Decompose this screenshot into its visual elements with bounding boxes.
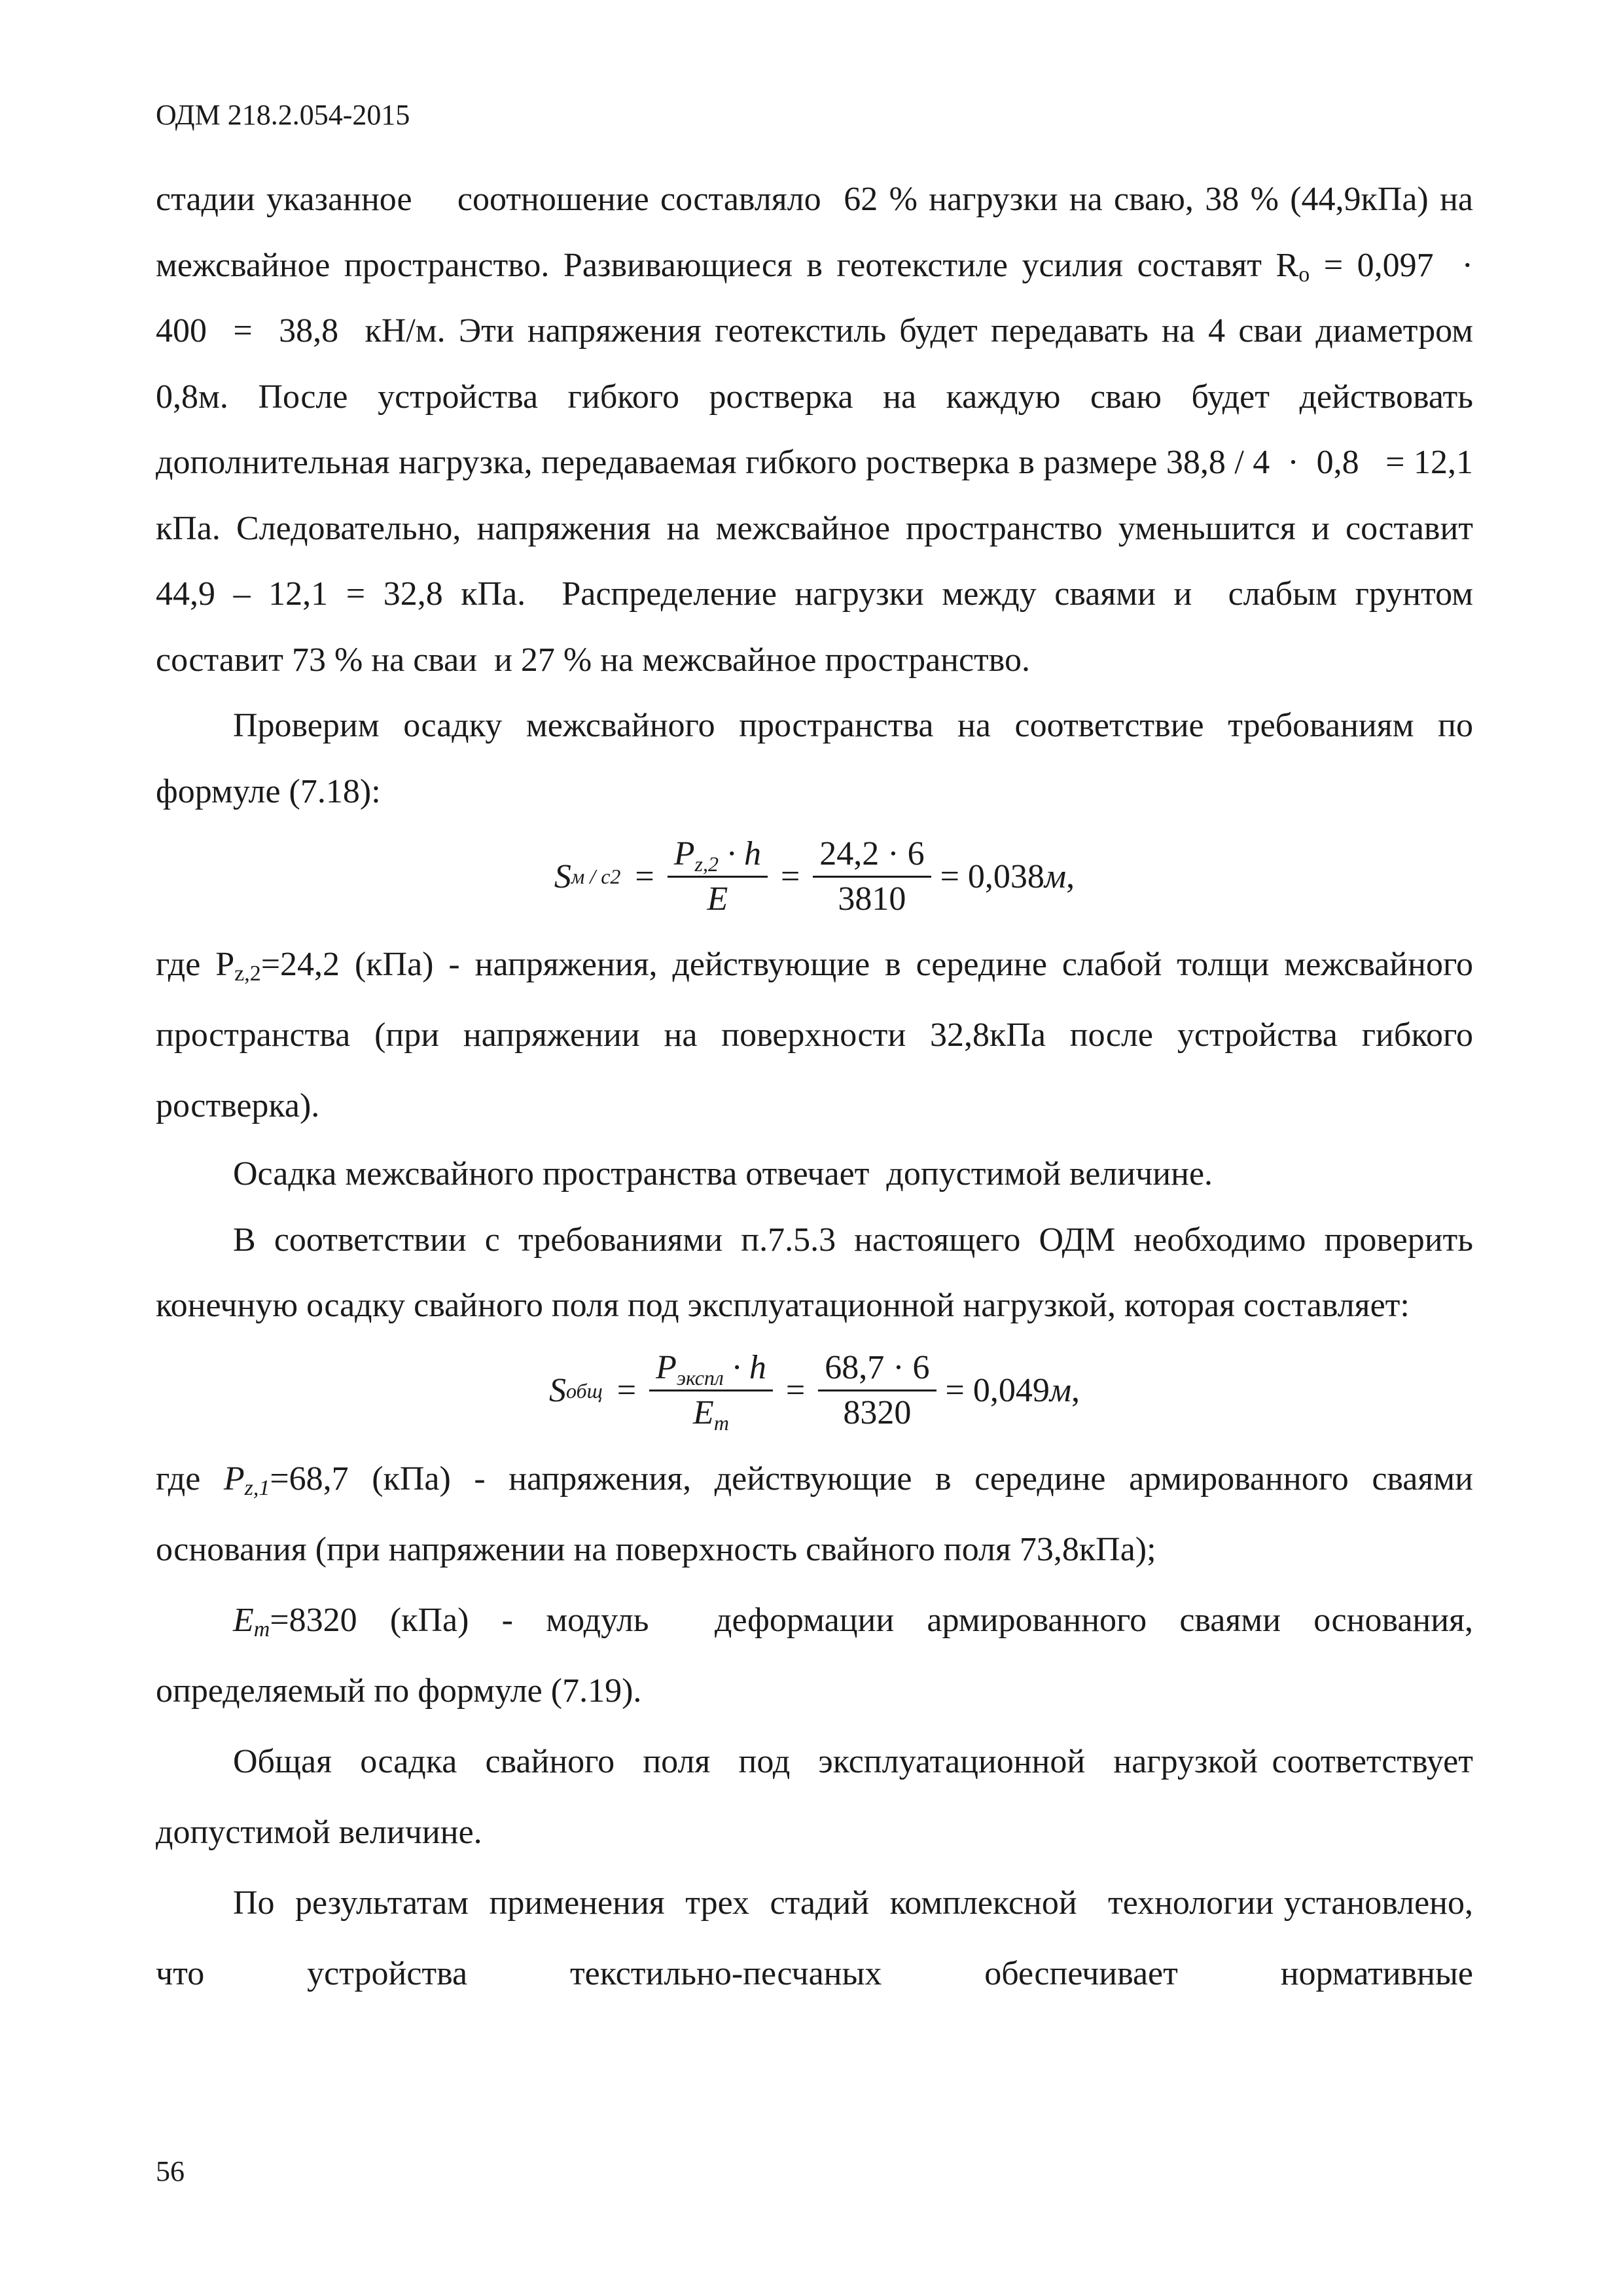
- paragraph-settlement-ok: Осадка межсвайного пространства отвечает допустимой величине.: [233, 1155, 1213, 1193]
- paragraph-where-pz2: где $P_{z,2}=24,2$ (кПа) - напряжения, действующие в середине слабой толщи межсвайного пространства (при напряжении на поверхности 32,8кПа после устройства гибкого ростверка).: [156, 946, 1482, 1124]
- formula-settlement-interpile: S м / с2 = $\frac{Pz,2 \cdot h}{E}$ = $\frac{24,2 \cdot 6}{3810}$ = 0,038 м ,: [554, 834, 1075, 918]
- page-body: [156, 167, 1490, 2009]
- fraction-numeric: $\frac{24,2 \cdot 6}{3810}$: [813, 835, 931, 918]
- paragraph-conclusion: По результатам применения трех стадий комплексной технологии установлено, что устройства текстильно-песчаных обеспечивает нормативные: [156, 1884, 1482, 1992]
- paragraph-final-settlement-check: В соответствии с требованиями п.7.5.3 настоящего ОДМ необходимо проверить конечную осадку свайного поля под эксплуатационной нагрузкой, которая составляет:: [156, 1221, 1482, 1324]
- paragraph-total-settlement-ok: Общая осадка свайного поля под эксплуатационной нагрузкой соответствует допустимой величине.: [156, 1742, 1482, 1851]
- fraction-symbolic: $\frac{Pz,2 \cdot h}{E}$: [668, 835, 768, 918]
- fraction-symbolic: $\frac{\text{Pэкспл · h}}{Em}$: [649, 1349, 773, 1432]
- paragraph-where-em: $E_m=8320$ (кПа) - модуль деформации армированного сваями основания, определяемый по формуле (7.19).: [156, 1601, 1482, 1710]
- paragraph-where-pz1: где $P_{z,1}=68,7$ (кПа) - напряжения, действующие в середине армированного сваями основания (при напряжении на поверхность свайного поля 73,8кПа);: [156, 1460, 1482, 1568]
- page-header: ОДМ 218.2.054-2015: [156, 99, 410, 131]
- formula-settlement-total: S общ = $\frac{\text{Pэкспл · h}}{Em}$ = $\frac{68,7 \cdot 6}{8320}$ = 0,049 м ,: [548, 1349, 1080, 1435]
- page-number: 56: [156, 2155, 185, 2187]
- paragraph-load-distribution: стадии указанное соотношение составляло 62 % нагрузки на сваю, 38 % (44,9кПа) на межсвайное пространство. Развивающиеся в геотекстиле усилия составят $R_o = 0,097 \cdot 400 = 38,8$ кН/м. Эти напряжения геотекстиль будет передавать на 4 сваи диаметром 0,8м. После устройства гибкого ростверка на каждую сваю будет действовать дополнительная нагрузка, передаваемая гибкого ростверка в размере 38,8 / 4 · 0,8 = 12,1 кПа. Следовательно, напряжения на межсвайное пространство уменьшится и составит 44,9 – 12,1 = 32,8 кПа. Распределение нагрузки между сваями и слабым грунтом составит 73 % на сваи и 27 % на межсвайное пространство.: [156, 181, 1490, 679]
- paragraph-check-intro: Проверим осадку межсвайного пространства на соответствие требованиям по формуле (7.18):: [156, 707, 1482, 810]
- fraction-numeric: $\frac{68,7 \cdot 6}{8320}$: [818, 1349, 936, 1432]
